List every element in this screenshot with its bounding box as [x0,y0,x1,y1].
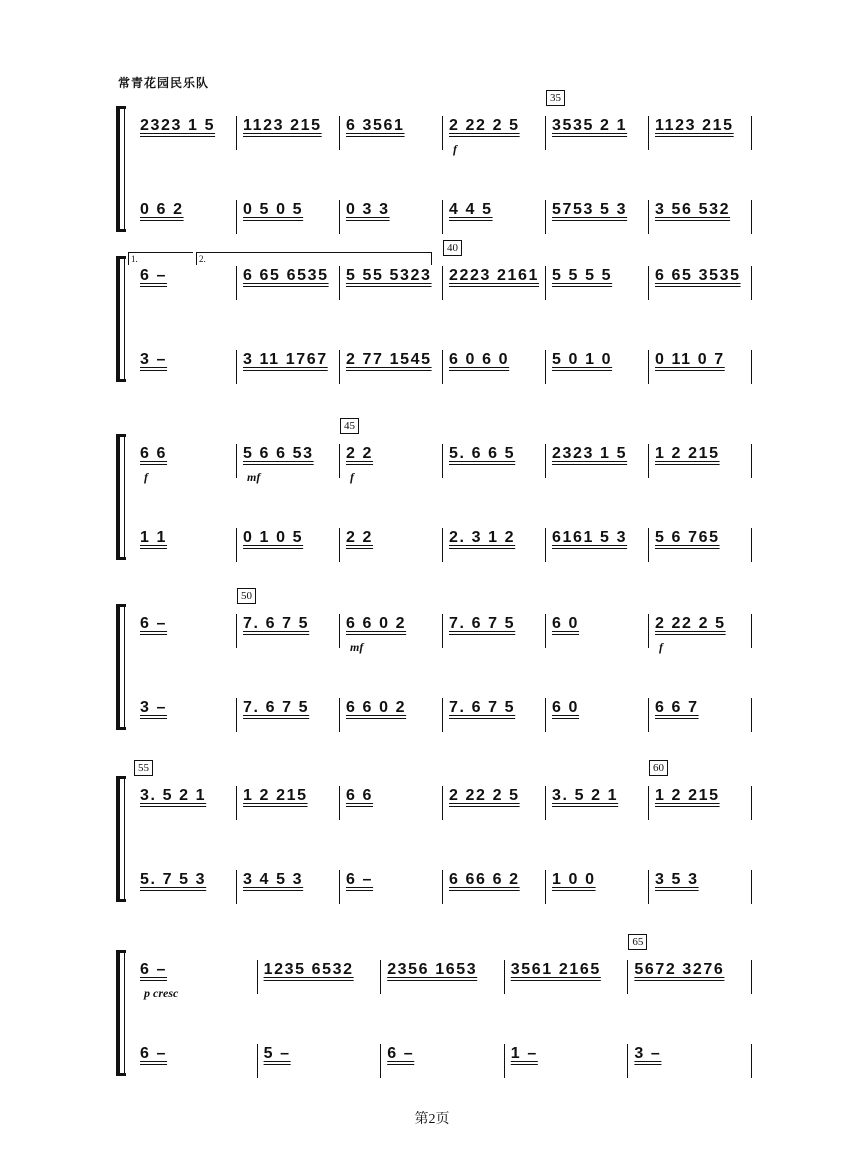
measure [237,350,339,384]
measure [505,960,628,994]
measure-notes: 2. 3 1 2 [449,529,516,546]
rehearsal-mark: 60 [649,760,668,776]
volta-second-ending: 2. [196,252,432,265]
measure-notes: 2 22 2 5 [449,117,520,134]
system-bracket [116,106,124,232]
dynamic-mark: f [659,640,663,654]
upper-staff [134,590,752,654]
lower-staff [134,698,752,732]
system-bracket [116,256,124,382]
score-system [0,242,864,386]
measure [258,1044,381,1078]
lower-staff [134,200,752,234]
measure [134,266,236,300]
measure [340,420,442,484]
measure-notes: 7. 6 7 5 [449,615,516,632]
measure-notes: 6161 5 3 [552,529,628,546]
measure [134,200,236,234]
measure-notes: 7. 6 7 5 [243,615,310,632]
measure-notes: 3 11 1767 [243,351,328,368]
score-system [0,762,864,906]
measure-notes: 3 5 3 [655,871,699,888]
measure [237,786,339,820]
measure-notes: 5672 3276 [634,961,725,978]
measure [237,116,339,150]
measure-notes: 1235 6532 [263,961,354,978]
barline [751,698,752,732]
rehearsal-mark: 45 [340,418,359,434]
measure-notes: 6 – [140,961,168,978]
rehearsal-mark: 35 [546,90,565,106]
rehearsal-mark: 55 [134,760,153,776]
measure-notes: 2223 2161 [448,267,539,284]
measure-notes: 3561 2165 [510,961,601,978]
measure-notes: 6 – [140,267,168,284]
upper-staff [134,420,752,484]
measure [546,200,648,234]
upper-staff [134,92,752,156]
measure [443,242,545,300]
measure-notes: 6 – [140,1045,168,1062]
measure [546,698,648,732]
measure [649,870,751,904]
rehearsal-mark: 50 [237,588,256,604]
dynamic-mark: f [350,470,354,484]
measure [628,1044,751,1078]
measure-notes: 3535 2 1 [552,117,628,134]
measure [237,590,339,648]
measure [546,92,648,150]
measure [237,266,339,300]
barline [751,960,752,994]
measure [381,1044,504,1078]
measure-notes: 3 – [634,1045,662,1062]
measure [443,116,545,156]
measure [649,116,751,150]
measure [443,528,545,562]
measure-notes: 3. 5 2 1 [552,787,619,804]
measure [649,762,751,820]
measure-notes: 5 6 765 [655,529,720,546]
measure [340,870,442,904]
measure [649,444,751,478]
measure-notes: 2 22 2 5 [655,615,726,632]
measure-notes: 2 2 [346,445,374,462]
measure-notes: 0 1 0 5 [243,529,304,546]
measure-notes: 3 56 532 [655,201,731,218]
measure [340,350,442,384]
measure-notes: 6 3561 [346,117,405,134]
measure-notes: 7. 6 7 5 [449,699,516,716]
score-system [0,92,864,236]
measure [649,266,751,300]
measure-notes: 5 5 5 5 [552,267,613,284]
measure [134,444,236,484]
barline [751,116,752,150]
measure [134,614,236,648]
ensemble-title: 常青花园民乐队 [118,76,210,90]
score-system [0,936,864,1080]
system-bracket [116,604,124,730]
system-bracket [116,434,124,560]
lower-staff [134,1044,752,1078]
measure [649,698,751,732]
measure-notes: 6 65 3535 [654,267,741,284]
measure [134,698,236,732]
rehearsal-mark: 65 [628,934,647,950]
measure-notes: 6 6 [140,445,168,462]
measure [546,528,648,562]
dynamic-mark: mf [247,470,261,484]
measure [340,200,442,234]
dynamic-mark: f [453,142,457,156]
measure-notes: 5753 5 3 [552,201,628,218]
measure-notes: 0 3 3 [346,201,390,218]
barline [751,528,752,562]
measure-notes: 1 1 [140,529,168,546]
upper-staff [134,762,752,820]
measure-notes: 1 – [510,1045,538,1062]
measure-notes: 5 55 5323 [345,267,432,284]
lower-staff [134,870,752,904]
measure [237,698,339,732]
barline [751,350,752,384]
measure-notes: 3 – [140,351,168,368]
measure [546,614,648,648]
measure [649,528,751,562]
measure [237,200,339,234]
measure [443,870,545,904]
measure [443,614,545,648]
measure-notes: 6 – [387,1045,415,1062]
measure [237,528,339,562]
measure [443,786,545,820]
score-system [0,420,864,564]
measure [340,528,442,562]
measure-notes: 6 6 0 2 [346,615,407,632]
rehearsal-mark: 40 [443,240,462,256]
measure [628,936,751,994]
measure [340,116,442,150]
measure-notes: 2323 1 5 [552,445,628,462]
upper-staff [134,936,752,1000]
measure [340,698,442,732]
measure-notes: 5. 7 5 3 [140,871,207,888]
measure-notes: 1 2 215 [655,787,720,804]
measure-notes: 2 22 2 5 [449,787,520,804]
measure [381,960,504,994]
volta-first-ending: 1. [128,252,193,265]
measure-notes: 6 – [346,871,374,888]
dynamic-mark: p cresc [144,986,179,1000]
lower-staff [134,528,752,562]
measure [443,200,545,234]
measure-notes: 6 6 [346,787,374,804]
measure [134,960,257,1000]
barline [751,614,752,648]
measure-notes: 5 6 6 53 [243,445,314,462]
measure-notes: 2 77 1545 [346,351,432,368]
measure [134,116,236,150]
measure [134,1044,257,1078]
measure-notes: 2356 1653 [387,961,478,978]
measure [237,870,339,904]
barline [751,444,752,478]
measure-notes: 1 2 215 [655,445,720,462]
measure [649,350,751,384]
measure [340,266,442,300]
measure-notes: 6 0 [552,615,580,632]
measure-notes: 1 0 0 [552,871,596,888]
page-number: 第2页 [414,1112,450,1127]
lower-staff [134,350,752,384]
barline [751,786,752,820]
measure-notes: 3. 5 2 1 [140,787,207,804]
measure-notes: 6 – [140,615,168,632]
measure [443,444,545,478]
measure [649,200,751,234]
measure [546,350,648,384]
barline [751,200,752,234]
measure [134,870,236,904]
measure-notes: 3 4 5 3 [243,871,304,888]
dynamic-mark: mf [350,640,364,654]
measure [134,528,236,562]
barline [751,870,752,904]
measure-notes: 5 – [263,1045,291,1062]
measure-notes: 0 5 0 5 [243,201,304,218]
measure [340,786,442,820]
measure [546,266,648,300]
measure-notes: 6 0 6 0 [449,351,510,368]
measure-notes: 2 2 [346,529,374,546]
measure-notes: 1 2 215 [243,787,308,804]
barline [751,266,752,300]
upper-staff [134,242,752,300]
measure-notes: 6 6 7 [655,699,699,716]
measure-notes: 6 66 6 2 [449,871,520,888]
measure [546,786,648,820]
measure-notes: 4 4 5 [449,201,493,218]
measure-notes: 0 11 0 7 [655,351,725,368]
measure-notes: 6 6 0 2 [346,699,407,716]
measure [443,698,545,732]
measure [443,350,545,384]
measure [505,1044,628,1078]
barline [751,1044,752,1078]
score-system [0,590,864,734]
measure [546,870,648,904]
measure-notes: 3 – [140,699,168,716]
measure-notes: 0 6 2 [140,201,184,218]
measure [649,614,751,654]
measure-notes: 5 0 1 0 [552,351,613,368]
dynamic-mark: f [144,470,148,484]
measure-notes: 5. 6 6 5 [449,445,516,462]
measure-notes: 2323 1 5 [140,117,216,134]
measure-notes: 1123 215 [655,117,734,134]
measure [134,762,236,820]
measure-notes: 6 65 6535 [242,267,329,284]
measure [258,960,381,994]
system-bracket [116,776,124,902]
measure [546,444,648,478]
measure-notes: 7. 6 7 5 [243,699,310,716]
measure-notes: 1123 215 [243,117,322,134]
measure [237,444,339,484]
measure [340,614,442,654]
measure [134,350,236,384]
system-bracket [116,950,124,1076]
measure-notes: 6 0 [552,699,580,716]
